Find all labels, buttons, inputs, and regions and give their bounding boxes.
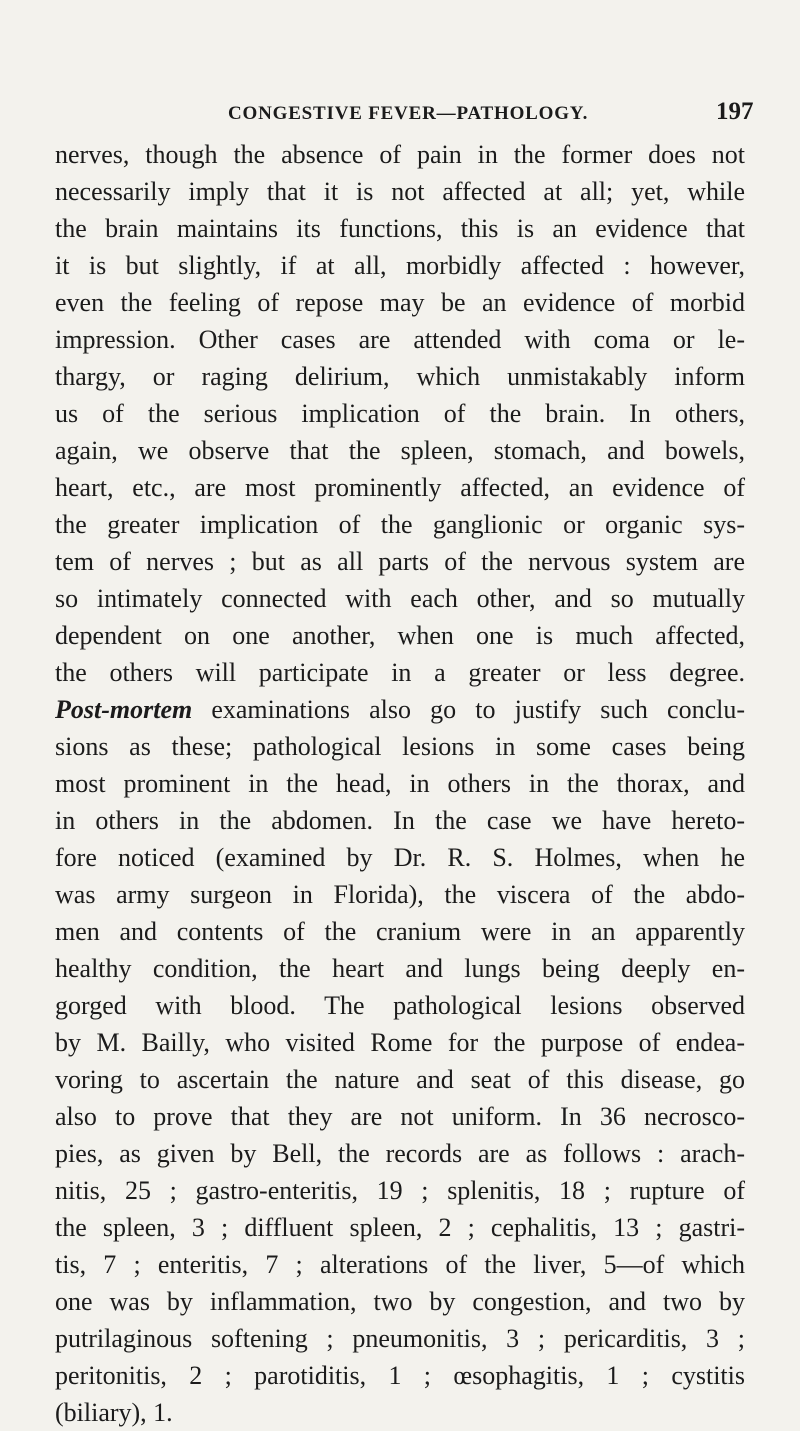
text-line: even the feeling of repose may be an evidence of morbid: [55, 288, 745, 317]
page-number: 197: [716, 98, 754, 125]
text-line: by M. Bailly, who visited Rome for the purpose of endea-: [55, 1028, 745, 1057]
text-line: again, we observe that the spleen, stomach, and bowels,: [55, 436, 745, 465]
text-line: tem of nerves ; but as all parts of the nervous system are: [55, 547, 745, 576]
text-line: dependent on one another, when one is much affected,: [55, 621, 745, 650]
text-line: putrilaginous softening ; pneumonitis, 3 ; pericarditis, 3 ;: [55, 1324, 745, 1353]
text-line: the others will participate in a greater or less degree.: [55, 658, 745, 687]
body-paragraph: [55, 136, 745, 1431]
text-line: sions as these; pathological lesions in some cases being: [55, 732, 745, 761]
text-line: nitis, 25 ; gastro-enteritis, 19 ; splenitis, 18 ; rupture of: [55, 1176, 745, 1205]
text-line: nerves, though the absence of pain in the former does not: [55, 140, 745, 169]
text-line: thargy, or raging delirium, which unmistakably inform: [55, 362, 745, 391]
text-line-final: (biliary), 1.: [55, 1398, 173, 1427]
text-line: one was by inflammation, two by congestion, and two by: [55, 1287, 745, 1316]
text-line: impression. Other cases are attended with coma or le-: [55, 325, 745, 354]
text-line: so intimately connected with each other, and so mutually: [55, 584, 745, 613]
text-line: voring to ascertain the nature and seat of this disease, go: [55, 1065, 745, 1094]
text-line: fore noticed (examined by Dr. R. S. Holmes, when he: [55, 843, 745, 872]
text-line: us of the serious implication of the brain. In others,: [55, 399, 745, 428]
text-line: the brain maintains its functions, this is an evidence that: [55, 214, 745, 243]
text-line: in others in the abdomen. In the case we have hereto-: [55, 806, 745, 835]
text-line: the greater implication of the ganglionic or organic sys-: [55, 510, 745, 539]
text-line-mixed: [55, 691, 745, 728]
text-line: healthy condition, the heart and lungs being deeply en-: [55, 954, 745, 983]
italic-term: Post-mortem: [55, 695, 193, 724]
text-line-rest: examinations also go to justify such conclu-: [192, 695, 745, 724]
text-line: gorged with blood. The pathological lesions observed: [55, 991, 745, 1020]
text-line: pies, as given by Bell, the records are as follows : arach-: [55, 1139, 745, 1168]
text-line: it is but slightly, if at all, morbidly affected : however,: [55, 251, 745, 280]
text-line: necessarily imply that it is not affected at all; yet, while: [55, 177, 745, 206]
running-head: CONGESTIVE FEVER—PATHOLOGY.: [228, 103, 589, 124]
text-line: tis, 7 ; enteritis, 7 ; alterations of the liver, 5—of which: [55, 1250, 745, 1279]
text-line: heart, etc., are most prominently affected, an evidence of: [55, 473, 745, 502]
text-line: peritonitis, 2 ; parotiditis, 1 ; œsophagitis, 1 ; cystitis: [55, 1361, 745, 1390]
text-line: also to prove that they are not uniform. In 36 necrosco-: [55, 1102, 745, 1131]
text-line: most prominent in the head, in others in the thorax, and: [55, 769, 745, 798]
text-line: the spleen, 3 ; diffluent spleen, 2 ; cephalitis, 13 ; gastri-: [55, 1213, 745, 1242]
text-line: men and contents of the cranium were in an apparently: [55, 917, 745, 946]
text-line: was army surgeon in Florida), the viscera of the abdo-: [55, 880, 745, 909]
